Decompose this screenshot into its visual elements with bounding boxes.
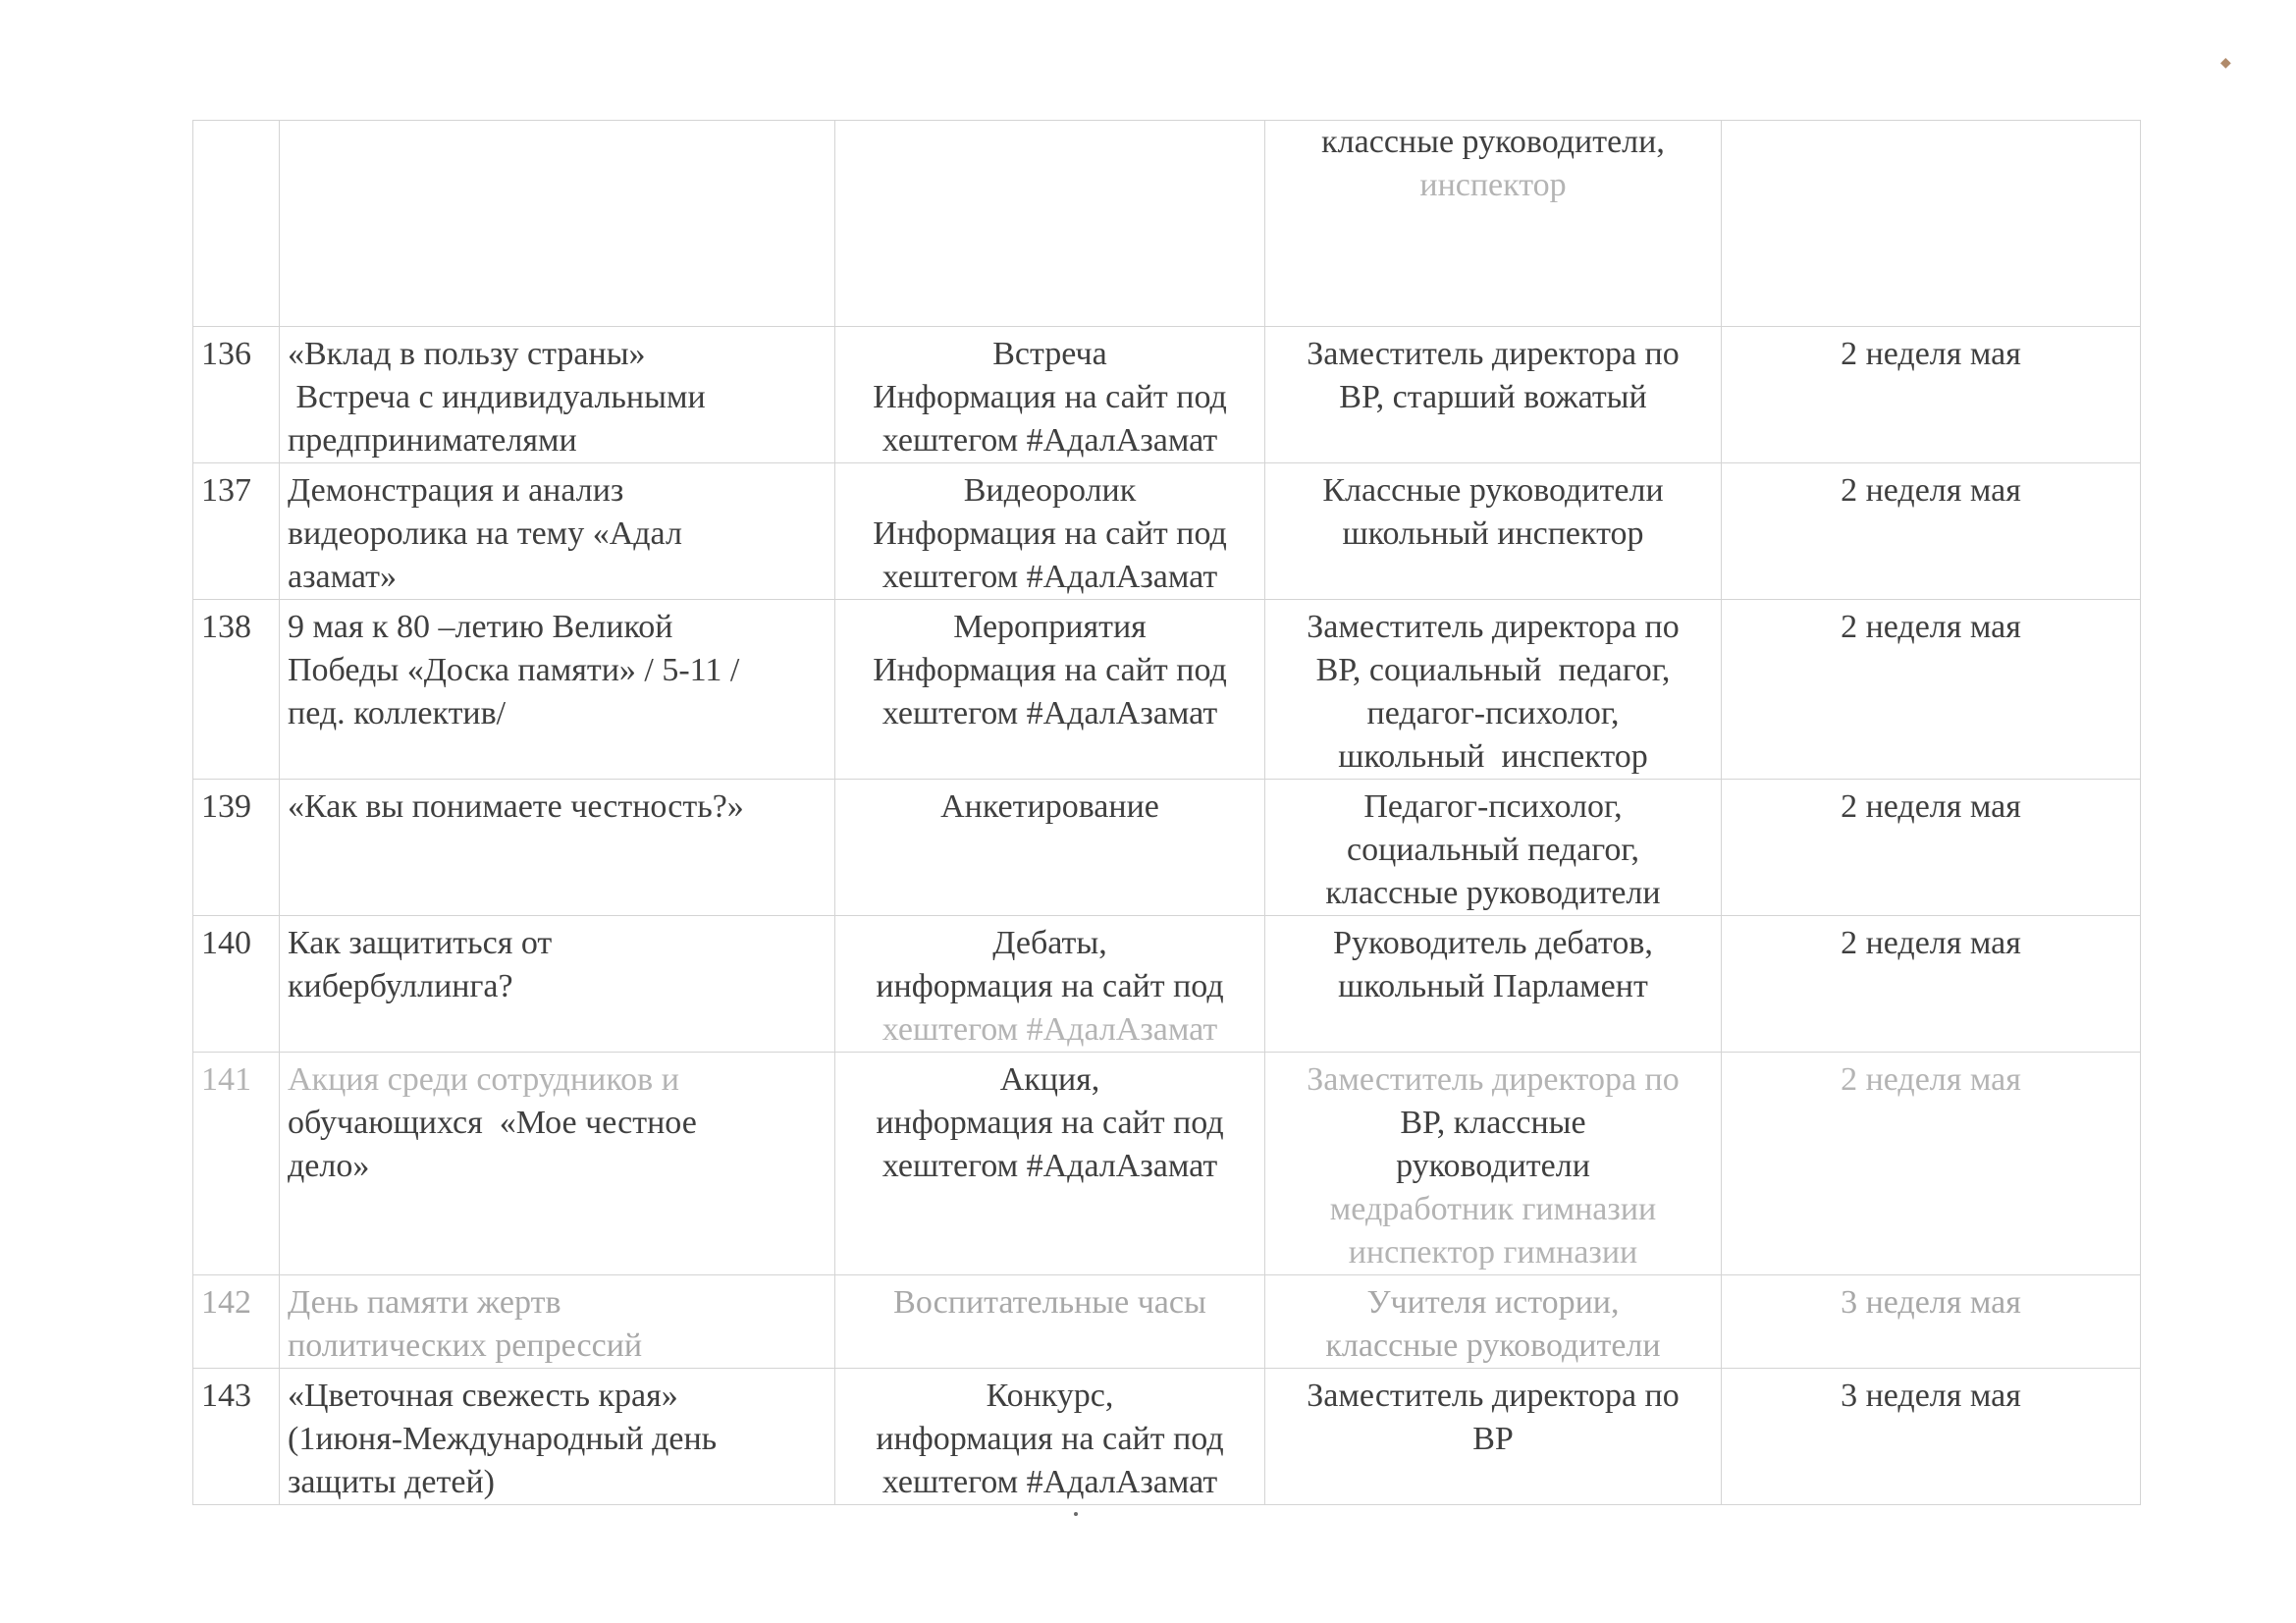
table-row [193,1369,2141,1505]
event-form-cell [835,1053,1265,1275]
responsible-line: школьный инспектор [1342,515,1644,552]
responsible-line: Классные руководители [1322,472,1664,509]
responsible-line: ВР [1472,1421,1514,1457]
table-row [193,1053,2141,1275]
event-name-cell [280,1053,835,1275]
event-name-line: Демонстрация и анализ [288,472,624,509]
event-form-line: хештегом #АдалАзамат [881,1464,1218,1500]
responsible-cell [1265,1053,1722,1275]
table-row-continuation [193,121,2141,327]
responsible-line: Заместитель директора по [1307,336,1680,372]
event-form-cell [835,780,1265,916]
event-form-line: хештегом #АдалАзамат [881,422,1218,459]
event-name-line: защиты детей) [288,1464,495,1500]
date-cell: 2 неделя мая [1722,463,2141,600]
event-name-line: обучающихся «Мое честное [288,1105,697,1141]
event-name-line: «Как вы понимаете честность?» [288,788,744,825]
date-cell: 2 неделя мая [1722,780,2141,916]
num-cell [193,121,280,327]
table-row [193,463,2141,600]
responsible-line: педагог-психолог, [1366,695,1620,731]
event-name-line: «Вклад в пользу страны» [288,336,646,372]
event-name-line: Встреча с индивидуальными [288,379,706,415]
row-number: 142 [193,1275,280,1369]
table-row [193,600,2141,780]
event-name-line: (1июня-Международный день [288,1421,718,1457]
responsible-line: классные руководители, [1321,124,1665,160]
row-number: 136 [193,327,280,463]
event-plan-table [192,120,2141,1505]
event-form-cell [835,327,1265,463]
event-name-line: предпринимателями [288,422,577,459]
event-name-line: «Цветочная свежесть края» [288,1378,678,1414]
event-form-line: информация на сайт под [876,968,1224,1004]
event-name-line: видеоролика на тему «Адал [288,515,682,552]
event-name-line: азамат» [288,559,397,595]
event-name-line: Победы «Доска памяти» / 5-11 / [288,652,740,688]
date-cell: 3 неделя мая [1722,1275,2141,1369]
event-form-line: хештегом #АдалАзамат [881,1011,1218,1048]
event-name-line: кибербуллинга? [288,968,513,1004]
event-form-cell [835,1369,1265,1505]
responsible-line: школьный инспектор [1338,738,1648,775]
event-form-line: информация на сайт под [876,1105,1224,1141]
responsible-line: Заместитель директора по [1307,1061,1680,1098]
event-name-cell [280,327,835,463]
table-row [193,1275,2141,1369]
event-form-cell [835,1275,1265,1369]
responsible-cell [1265,121,1722,327]
responsible-line: ВР, классные [1400,1105,1586,1141]
table-row [193,916,2141,1053]
event-name-cell [280,916,835,1053]
event-form-cell [835,463,1265,600]
responsible-cell [1265,327,1722,463]
responsible-cell [1265,600,1722,780]
responsible-line: Заместитель директора по [1307,609,1680,645]
event-form-line: Информация на сайт под [873,652,1227,688]
row-number: 140 [193,916,280,1053]
form-cell [835,121,1265,327]
event-form-line: Акция, [999,1061,1100,1098]
event-name-line: Акция среди сотрудников и [288,1061,679,1098]
event-form-line: информация на сайт под [876,1421,1224,1457]
responsible-line: инспектор гимназии [1348,1234,1638,1271]
event-form-cell [835,600,1265,780]
date-cell [1722,121,2141,327]
responsible-line: Руководитель дебатов, [1333,925,1653,961]
date-cell: 2 неделя мая [1722,1053,2141,1275]
responsible-line: медработник гимназии [1329,1191,1657,1227]
responsible-line: школьный Парламент [1338,968,1648,1004]
responsible-line: ВР, старший вожатый [1339,379,1647,415]
event-name-line: дело» [288,1148,370,1184]
responsible-line: руководители [1396,1148,1590,1184]
event-name-line: пед. коллектив/ [288,695,507,731]
scan-speck: ◆ [2220,56,2231,71]
responsible-line: ВР, социальный педагог, [1315,652,1671,688]
row-number: 139 [193,780,280,916]
event-form-line: Дебаты, [992,925,1107,961]
event-name-cell [280,780,835,916]
responsible-cell [1265,1275,1722,1369]
event-form-line: Конкурс, [986,1378,1114,1414]
responsible-line: классные руководители [1325,875,1661,911]
row-number: 138 [193,600,280,780]
date-cell: 2 неделя мая [1722,916,2141,1053]
event-form-line: Информация на сайт под [873,515,1227,552]
responsible-cell [1265,780,1722,916]
event-name-cell [280,1369,835,1505]
event-form-line: Воспитательные часы [893,1284,1206,1321]
event-name-cell [280,1275,835,1369]
event-name-line: День памяти жертв [288,1284,561,1321]
date-cell: 2 неделя мая [1722,327,2141,463]
event-form-line: хештегом #АдалАзамат [881,559,1218,595]
event-form-line: Встреча [992,336,1107,372]
responsible-line: Учителя истории, [1366,1284,1620,1321]
row-number: 143 [193,1369,280,1505]
row-number: 141 [193,1053,280,1275]
date-cell: 2 неделя мая [1722,600,2141,780]
event-name-cell [280,463,835,600]
event-form-line: хештегом #АдалАзамат [881,695,1218,731]
event-name-line: 9 мая к 80 –летию Великой [288,609,673,645]
responsible-line: Педагог-психолог, [1363,788,1623,825]
event-form-line: Анкетирование [940,788,1159,825]
event-form-line: Видеоролик [963,472,1137,509]
scan-dot [1074,1512,1078,1516]
responsible-cell [1265,1369,1722,1505]
event-name-cell [280,600,835,780]
responsible-cell [1265,463,1722,600]
responsible-cell [1265,916,1722,1053]
event-form-line: Мероприятия [953,609,1147,645]
event-form-line: хештегом #АдалАзамат [881,1148,1218,1184]
name-cell [280,121,835,327]
date-cell: 3 неделя мая [1722,1369,2141,1505]
row-number: 137 [193,463,280,600]
responsible-line: Заместитель директора по [1307,1378,1680,1414]
table-row [193,780,2141,916]
event-form-line: Информация на сайт под [873,379,1227,415]
responsible-line: социальный педагог, [1346,832,1639,868]
event-name-line: Как защититься от [288,925,553,961]
event-name-line: политических репрессий [288,1327,643,1364]
responsible-line: инспектор [1419,167,1567,203]
table-row [193,327,2141,463]
event-form-cell [835,916,1265,1053]
responsible-line: классные руководители [1325,1327,1661,1364]
